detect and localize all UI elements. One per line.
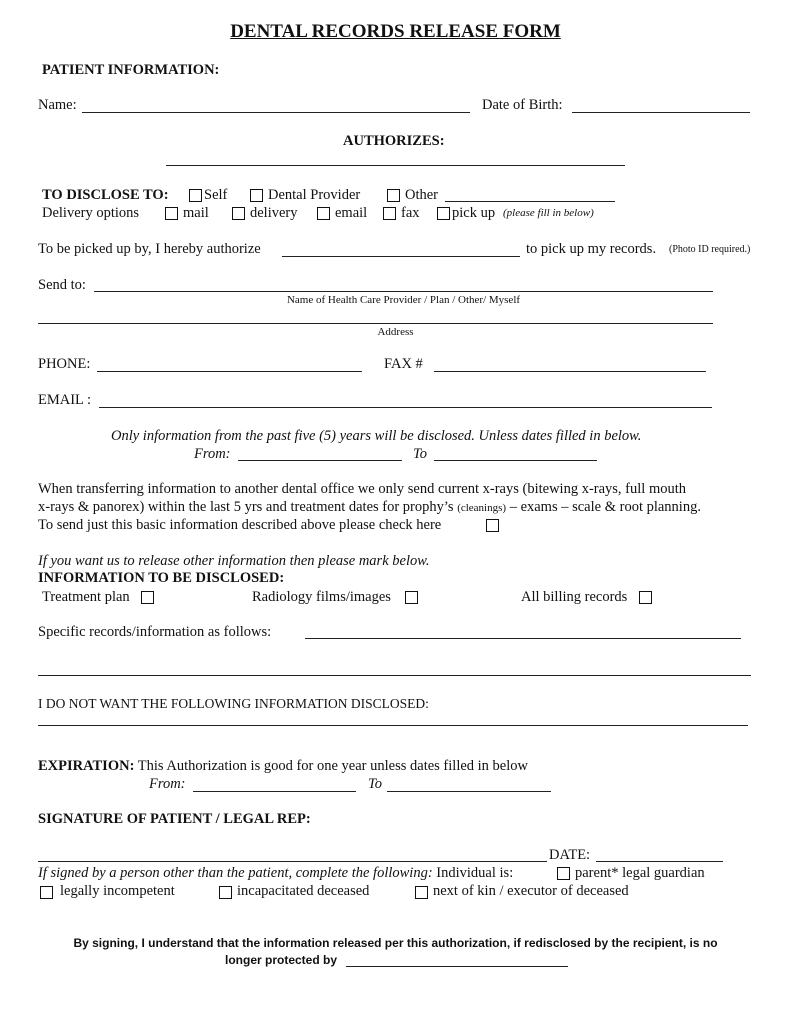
expiration-label: EXPIRATION: [38, 758, 135, 774]
dob-label: Date of Birth: [482, 97, 563, 113]
expiration-text: This Authorization is good for one year unless dates filled in below [137, 758, 528, 774]
send-to-label: Send to: [38, 277, 86, 293]
fax-option-label: fax [401, 205, 420, 221]
info-disclosed-heading: INFORMATION TO BE DISCLOSED: [38, 570, 285, 586]
expiration-row [38, 759, 528, 774]
pickup-person-field[interactable] [282, 256, 520, 257]
next-of-kin-label: next of kin / executor of deceased [433, 883, 629, 899]
incapacitated-checkbox[interactable] [219, 886, 232, 899]
radiology-checkbox[interactable] [405, 591, 418, 604]
dental-provider-label: Dental Provider [268, 187, 361, 203]
send-to-field[interactable] [94, 291, 713, 292]
incapacitated-label: incapacitated deceased [237, 883, 370, 899]
period-note: Only information from the past five (5) years will be disclosed. Unless dates filled in below. [111, 428, 642, 444]
phone-field[interactable] [97, 371, 362, 372]
date-label: DATE: [549, 847, 591, 863]
signer-row [38, 866, 513, 881]
expiration-from-label: From: [149, 776, 186, 792]
phone-label: PHONE: [38, 356, 91, 372]
specific-records-label: Specific records/information as follows: [38, 624, 272, 640]
mail-checkbox[interactable] [165, 207, 178, 220]
fax-label: FAX # [384, 356, 423, 372]
transfer-line3: To send just this basic information described above please check here [38, 517, 442, 533]
footer-line2: longer protected by [225, 953, 338, 967]
photo-id-note: (Photo ID required.) [669, 244, 751, 255]
basic-info-checkbox[interactable] [486, 519, 499, 532]
dental-provider-checkbox[interactable] [250, 189, 263, 202]
treatment-plan-checkbox[interactable] [141, 591, 154, 604]
mail-label: mail [183, 205, 209, 221]
other-signer-note: If signed by a person other than the patient, complete the following: [38, 865, 433, 881]
specific-records-field[interactable] [305, 638, 741, 639]
address-field[interactable] [38, 323, 713, 324]
authorizes-heading: AUTHORIZES: [343, 133, 445, 149]
fax-checkbox[interactable] [383, 207, 396, 220]
email-checkbox[interactable] [317, 207, 330, 220]
radiology-label: Radiology films/images [252, 589, 391, 605]
other-info-note: If you want us to release other information then please mark below. [38, 553, 430, 569]
send-to-caption: Name of Health Care Provider / Plan / Other/ Myself [286, 294, 521, 306]
email-option-label: email [335, 205, 368, 221]
period-to-label: To [413, 446, 427, 462]
pickup-note: (please fill in below) [503, 207, 594, 219]
self-checkbox[interactable] [189, 189, 202, 202]
period-from-label: From: [194, 446, 231, 462]
transfer-line1: When transferring information to another dental office we only send current x-rays (bitewing x-rays, full mouth [38, 481, 687, 497]
transfer-line2 [38, 500, 701, 515]
authorizes-field[interactable] [166, 165, 625, 166]
delivery-option-label: delivery [250, 205, 298, 221]
treatment-plan-label: Treatment plan [42, 589, 130, 605]
next-of-kin-checkbox[interactable] [415, 886, 428, 899]
other-label: Other [405, 187, 439, 203]
transfer-line2b: (cleanings) [457, 502, 507, 514]
incompetent-checkbox[interactable] [40, 886, 53, 899]
footer-line1: By signing, I understand that the information released per this authorization, if redisclosed by the recipient, is no [73, 936, 718, 950]
other-field[interactable] [445, 201, 615, 202]
name-label: Name: [38, 97, 77, 113]
billing-checkbox[interactable] [639, 591, 652, 604]
name-field[interactable] [82, 112, 470, 113]
incompetent-label: legally incompetent [60, 883, 175, 899]
self-label: Self [204, 187, 228, 203]
email-label: EMAIL : [38, 392, 92, 408]
date-field[interactable] [596, 861, 723, 862]
signature-heading: SIGNATURE OF PATIENT / LEGAL REP: [38, 811, 311, 827]
dob-field[interactable] [572, 112, 750, 113]
period-to-field[interactable] [434, 460, 597, 461]
expiration-to-label: To [368, 776, 382, 792]
period-from-field[interactable] [238, 460, 402, 461]
email-field[interactable] [99, 407, 712, 408]
disclose-heading: TO DISCLOSE TO: [42, 187, 169, 203]
pickup-text: To be picked up by, I hereby authorize [38, 241, 261, 257]
other-checkbox[interactable] [387, 189, 400, 202]
parent-guardian-label: parent* legal guardian [575, 865, 705, 881]
protected-by-field[interactable] [346, 966, 568, 967]
pickup-option-label: pick up [452, 205, 496, 221]
specific-records-field-2[interactable] [38, 675, 751, 676]
individual-label: Individual is: [436, 865, 514, 881]
pickup-after: to pick up my records. [526, 241, 657, 257]
expiration-from-field[interactable] [193, 791, 356, 792]
fax-field[interactable] [434, 371, 706, 372]
transfer-line2a: x-rays & panorex) within the last 5 yrs and treatment dates for prophy’s [38, 499, 454, 515]
delivery-label: Delivery options [42, 205, 140, 221]
billing-label: All billing records [521, 589, 628, 605]
not-disclosed-label: I DO NOT WANT THE FOLLOWING INFORMATION DISCLOSED: [38, 696, 429, 711]
form-title: DENTAL RECORDS RELEASE FORM [230, 21, 561, 42]
parent-guardian-checkbox[interactable] [557, 867, 570, 880]
delivery-checkbox[interactable] [232, 207, 245, 220]
patient-info-heading: PATIENT INFORMATION: [42, 62, 220, 78]
expiration-to-field[interactable] [387, 791, 551, 792]
transfer-line2c: – exams – scale & root planning. [509, 499, 701, 515]
address-caption: Address [377, 326, 414, 338]
signature-field[interactable] [38, 861, 547, 862]
not-disclosed-field[interactable] [38, 725, 748, 726]
pickup-checkbox[interactable] [437, 207, 450, 220]
